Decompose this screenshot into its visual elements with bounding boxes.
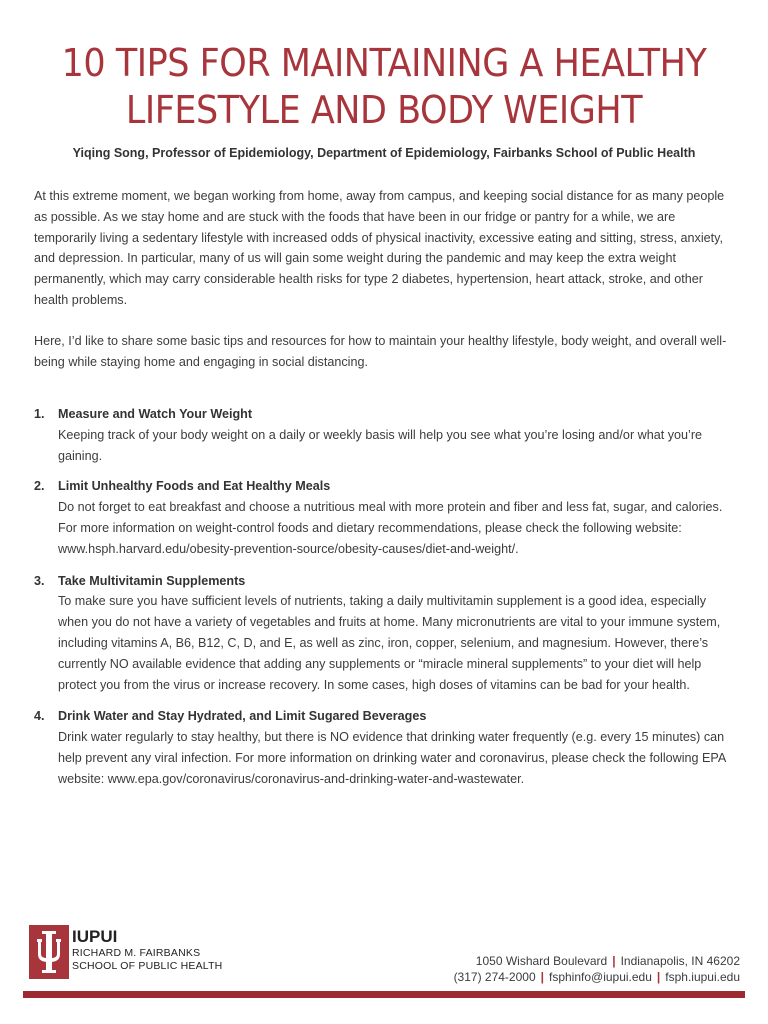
author-line: Yiqing Song, Professor of Epidemiology, Department of Epidemiology, Fairbanks School of Public Health	[72, 146, 696, 160]
tip-item	[34, 476, 736, 559]
email-link[interactable]: fsphinfo@iupui.edu	[548, 970, 652, 984]
tip-item	[34, 571, 736, 696]
address-line	[454, 953, 740, 969]
org-block	[72, 927, 222, 973]
street-address: 1050 Wishard Boulevard	[475, 954, 608, 968]
tips-list	[34, 404, 736, 790]
intro-paragraph-2: Here, I’d like to share some basic tips and resources for how to maintain your healthy lifestyle, body weight, and overall well-being while staying home and engaging in social distancing.	[34, 334, 727, 369]
intro-paragraph-1: At this extreme moment, we began working from home, away from campus, and keeping social distance for as many people as possible. As we stay home and are stuck with the foods that have been in our fridge or pantry for a while, we are temporarily living a sedentary lifestyle with increased odds of physical inactivity, excessive eating and sitting, stress, anxiety, and depression. In particular, many of us will gain some weight during the pandemic and may keep the extra weight permanently, which may carry considerable health risks for type 2 diabetes, hypertension, heart attack, stroke, and other health problems.	[34, 189, 725, 307]
tip-heading: Take Multivitamin Supplements	[58, 573, 246, 588]
tip-body: Keeping track of your body weight on a daily or weekly basis will help you see what you’re losing and/or what you’re gaining.	[58, 427, 703, 463]
separator: |	[612, 954, 616, 968]
contact-line	[454, 969, 740, 985]
footer-color-bar	[23, 991, 745, 998]
tip-body: To make sure you have sufficient levels of nutrients, taking a daily multivitamin supplement is a good idea, especially when you do not have a variety of vegetables and fruits at home. Many micronutrients are vital to your immune system, including vitamins A, B6, B12, C, D, and E, as well as zinc, iron, copper, selenium, and magnesium. However, there’s currently NO available evidence that adding any supplements or “miracle mineral supplements” to your diet will help protect you from the virus or increase recovery. In some cases, high doses of vitamins can be bad for your health.	[58, 594, 721, 692]
tip-number: 1.	[34, 407, 45, 421]
separator: |	[656, 970, 661, 984]
city-state-zip: Indianapolis, IN 46202	[620, 954, 740, 968]
org-name: IUPUI	[72, 927, 118, 946]
tip-heading: Measure and Watch Your Weight	[58, 407, 253, 421]
document-title	[31, 40, 738, 134]
tip-item	[34, 706, 736, 789]
website-link[interactable]: fsph.iupui.edu	[665, 970, 740, 984]
separator: |	[540, 970, 544, 984]
iu-trident-icon	[29, 925, 69, 979]
tip-body: Drink water regularly to stay healthy, but there is NO evidence that drinking water frequently (e.g. every 15 minutes) can help prevent any viral infection. For more information on drinking water and coronavirus, please check the following EPA website: www.epa.gov/coronavirus/coronavirus-and-drinking-water-and-wastewater.	[58, 730, 726, 786]
org-line-2: SCHOOL OF PUBLIC HEALTH	[72, 960, 223, 972]
title-line-1: 10 TIPS FOR MAINTAINING A HEALTHY	[61, 41, 707, 85]
tip-item	[34, 404, 736, 466]
title-line-2: LIFESTYLE AND BODY WEIGHT	[125, 88, 643, 132]
contact-block	[454, 953, 740, 985]
tip-heading: Drink Water and Stay Hydrated, and Limit Sugared Beverages	[58, 709, 427, 724]
org-line-1: RICHARD M. FAIRBANKS	[72, 947, 201, 959]
tip-number: 2.	[34, 479, 45, 494]
tip-number: 3.	[34, 573, 45, 588]
phone-number: (317) 274-2000	[453, 970, 536, 984]
iu-trident-svg	[29, 925, 69, 979]
tip-body: Do not forget to eat breakfast and choose a nutritious meal with more protein and fiber and less fat, sugar, and calories. For more information on weight-control foods and dietary recommendations, please check the following website: www.hsph.harvard.edu/obesity-prevention-source/obesity-causes/diet-and-weight/.	[58, 500, 723, 556]
tip-heading: Limit Unhealthy Foods and Eat Healthy Meals	[58, 479, 331, 494]
tip-number: 4.	[34, 709, 45, 724]
